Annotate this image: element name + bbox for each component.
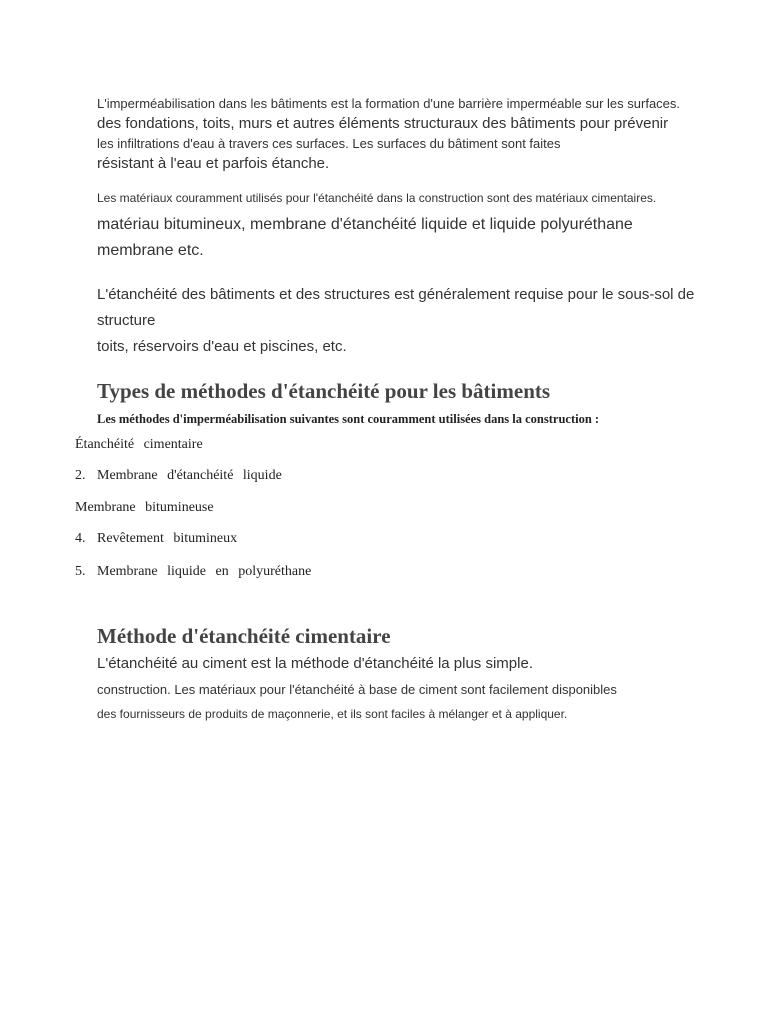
list-item — [75, 564, 311, 580]
paragraph-line: résistant à l'eau et parfois étanche. — [97, 155, 330, 172]
paragraph-line: des fondations, toits, murs et autres éléments structuraux des bâtiments pour prévenir — [97, 115, 669, 132]
paragraph-line: membrane etc. — [97, 242, 204, 259]
section-heading-cementitious: Méthode d'étanchéité cimentaire — [97, 624, 391, 648]
paragraph-line: L'étanchéité des bâtiments et des structures est généralement requise pour le sous-sol de — [97, 286, 695, 303]
list-item-text: Revêtement bitumineux — [97, 531, 238, 546]
paragraph-line: L'imperméabilisation dans les bâtiments est la formation d'une barrière imperméable sur les surfaces. — [97, 96, 681, 111]
list-item-text: Membrane d'étanchéité liquide — [97, 468, 282, 483]
section-heading-types: Types de méthodes d'étanchéité pour les bâtiments — [97, 379, 551, 403]
paragraph-line: construction. Les matériaux pour l'étanchéité à base de ciment sont facilement disponibles — [97, 682, 617, 697]
list-item-text: Membrane bitumineuse — [75, 500, 214, 515]
paragraph-line: matériau bitumineux, membrane d'étanchéité liquide et liquide polyuréthane — [97, 216, 633, 233]
paragraph-line: Les matériaux couramment utilisés pour l'étanchéité dans la construction sont des matériaux cimentaires. — [97, 191, 657, 205]
list-item-text: Étanchéité cimentaire — [75, 437, 203, 452]
section-intro: Les méthodes d'imperméabilisation suivantes sont couramment utilisées dans la construction : — [97, 412, 600, 426]
list-item-number: 2. — [75, 468, 86, 483]
list-item-number: 4. — [75, 531, 86, 546]
paragraph-line: les infiltrations d'eau à travers ces surfaces. Les surfaces du bâtiment sont faites — [97, 136, 561, 151]
list-item — [75, 437, 203, 453]
list-item — [75, 468, 282, 484]
list-item-number: 5. — [75, 564, 86, 579]
list-item — [75, 500, 214, 516]
list-item — [75, 531, 237, 547]
paragraph-line: L'étanchéité au ciment est la méthode d'étanchéité la plus simple. — [97, 655, 533, 672]
paragraph-line: structure — [97, 312, 156, 329]
list-item-text: Membrane liquide en polyuréthane — [97, 564, 312, 579]
paragraph-line: des fournisseurs de produits de maçonnerie, et ils sont faciles à mélanger et à appliquer. — [97, 707, 568, 721]
paragraph-line: toits, réservoirs d'eau et piscines, etc. — [97, 338, 347, 355]
